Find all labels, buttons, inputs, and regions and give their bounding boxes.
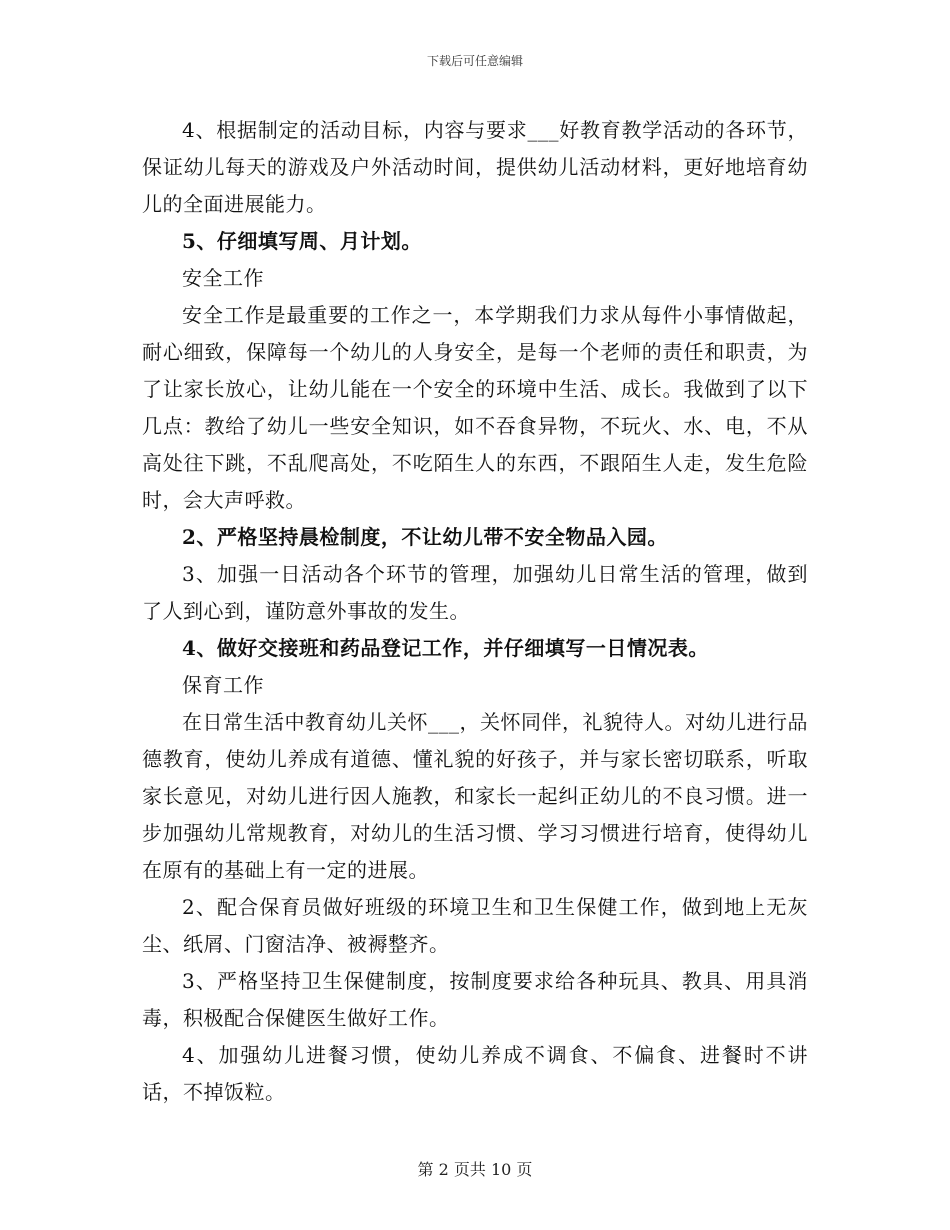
- paragraph-2: 5、仔细填写周、月计划。: [182, 229, 422, 253]
- paragraph-7: 4、做好交接班和药品登记工作，并仔细填写一日情况表。: [182, 636, 709, 660]
- document-body: [142, 112, 808, 1111]
- paragraph-5: 2、严格坚持晨检制度，不让幼儿带不安全物品入园。: [182, 525, 668, 549]
- page-footer: 第 2 页共 10 页: [417, 1160, 533, 1179]
- paragraph-10: 2、配合保育员做好班级的环境卫生和卫生保健工作，做到地上无灰尘、纸屑、门窗洁净、被褥整齐。: [142, 895, 808, 956]
- paragraph-11: 3、严格坚持卫生保健制度，按制度要求给各种玩具、教具、用具消毒，积极配合保健医生做好工作。: [142, 969, 808, 1030]
- paragraph-4: 安全工作是最重要的工作之一，本学期我们力求从每件小事情做起，耐心细致，保障每一个幼儿的人身安全，是每一个老师的责任和职责，为了让家长放心，让幼儿能在一个安全的环境中生活、成长。我做到了以下几点：教给了幼儿一些安全知识，如不吞食异物，不玩火、水、电，不从高处往下跳，不乱爬高处，不吃陌生人的东西，不跟陌生人走，发生危险时，会大声呼救。: [142, 303, 808, 512]
- paragraph-6: 3、加强一日活动各个环节的管理，加强幼儿日常生活的管理，做到了人到心到，谨防意外事故的发生。: [142, 562, 808, 623]
- paragraph-9: 在日常生活中教育幼儿关怀___，关怀同伴，礼貌待人。对幼儿进行品德教育，使幼儿养成有道德、懂礼貌的好孩子，并与家长密切联系，听取家长意见，对幼儿进行因人施教，和家长一起纠正幼儿的不良习惯。进一步加强幼儿常规教育，对幼儿的生活习惯、学习习惯进行培育，使得幼儿在原有的基础上有一定的进展。: [142, 710, 808, 882]
- section-heading-care: 保育工作: [182, 673, 264, 697]
- paragraph-1: 4、根据制定的活动目标，内容与要求___好教育教学活动的各环节，保证幼儿每天的游戏及户外活动时间，提供幼儿活动材料，更好地培育幼儿的全面进展能力。: [142, 118, 808, 216]
- section-heading-safety: 安全工作: [182, 266, 264, 290]
- paragraph-12: 4、加强幼儿进餐习惯，使幼儿养成不调食、不偏食、进餐时不讲话，不掉饭粒。: [142, 1043, 808, 1104]
- page-header: 下载后可任意编辑: [426, 54, 523, 68]
